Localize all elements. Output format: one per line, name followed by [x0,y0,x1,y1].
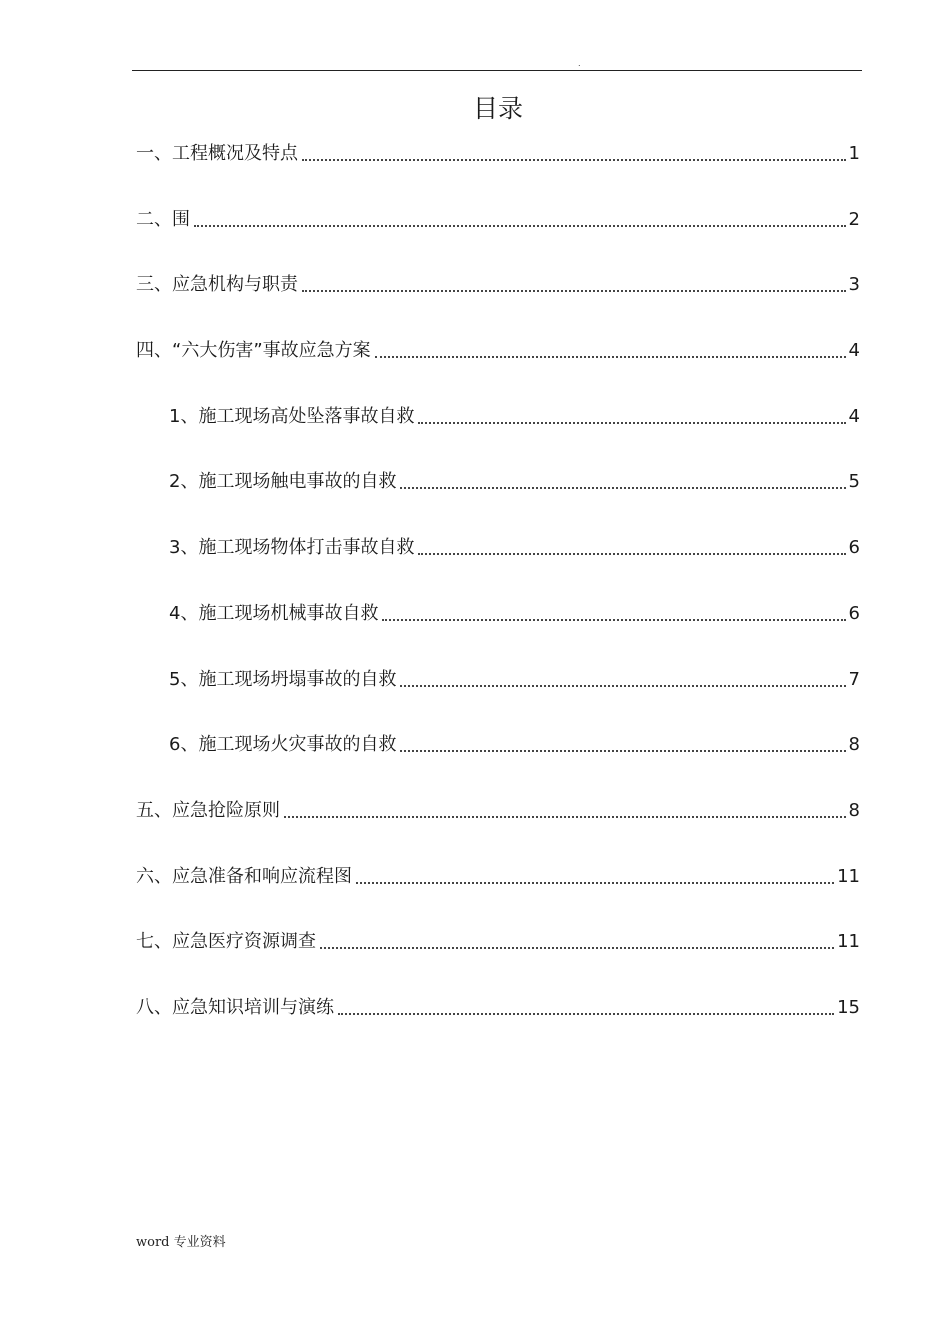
toc-entry-text: 七、应急医疗资源调查 [136,931,316,953]
toc-entry-page: 11 [837,931,860,953]
toc-leader-dots [400,728,845,752]
toc-entry[interactable] [136,203,860,269]
toc-entry-page: 2 [848,208,860,230]
toc-entry[interactable] [136,268,860,334]
toc-entry[interactable] [136,794,860,860]
table-of-contents [136,137,860,1057]
header-mark: . [578,59,581,68]
toc-entry-text: 1、施工现场高处坠落事故自救 [169,405,415,427]
page-footer: word 专业资料 [136,1235,226,1250]
toc-leader-dots [302,137,846,161]
toc-entry-page: 8 [848,799,860,821]
toc-entry-page: 6 [848,537,860,559]
toc-entry-page: 11 [837,865,860,887]
toc-subentry[interactable] [136,728,860,794]
toc-leader-dots [194,203,846,227]
toc-entry-page: 8 [848,734,860,756]
toc-entry-text: 三、应急机构与职责 [136,274,298,296]
toc-subentry[interactable] [136,663,860,729]
toc-leader-dots [320,925,834,949]
toc-subentry[interactable] [136,400,860,466]
toc-leader-dots [375,334,846,358]
toc-entry-page: 5 [848,471,860,493]
toc-leader-dots [302,268,846,292]
toc-entry-page: 1 [848,143,860,164]
toc-entry-page: 4 [848,340,860,362]
toc-leader-dots [356,860,834,884]
header-rule [132,70,862,71]
toc-entry-page: 3 [848,274,860,296]
toc-leader-dots [284,794,846,818]
page-title: 目录 [472,94,523,123]
toc-entry-text: 一、工程概况及特点 [136,143,298,164]
toc-entry-text: 八、应急知识培训与演练 [136,996,334,1018]
toc-entry[interactable] [136,137,860,203]
toc-entry-page: 7 [848,668,860,690]
toc-subentry[interactable] [136,465,860,531]
toc-entry-text: 四、“六大伤害”事故应急方案 [136,340,371,362]
toc-leader-dots [400,663,845,687]
toc-entry[interactable] [136,860,860,926]
toc-entry[interactable] [136,991,860,1057]
toc-entry-page: 6 [848,602,860,624]
toc-entry-text: 3、施工现场物体打击事故自救 [169,537,415,559]
toc-subentry[interactable] [136,531,860,597]
toc-entry[interactable] [136,334,860,400]
toc-entry-text: 2、施工现场触电事故的自救 [169,471,397,493]
toc-entry-page: 15 [837,996,860,1018]
toc-entry-text: 二、围 [136,208,190,230]
toc-leader-dots [418,531,845,555]
toc-entry-text: 六、应急准备和响应流程图 [136,865,352,887]
toc-leader-dots [418,400,845,424]
toc-entry-text: 5、施工现场坍塌事故的自救 [169,668,397,690]
toc-entry-text: 五、应急抢险原则 [136,799,280,821]
toc-entry[interactable] [136,925,860,991]
toc-entry-text: 6、施工现场火灾事故的自救 [169,734,397,756]
toc-leader-dots [338,991,834,1015]
toc-subentry[interactable] [136,597,860,663]
toc-entry-page: 4 [848,405,860,427]
toc-entry-text: 4、施工现场机械事故自救 [169,602,379,624]
toc-leader-dots [400,465,845,489]
toc-leader-dots [382,597,845,621]
